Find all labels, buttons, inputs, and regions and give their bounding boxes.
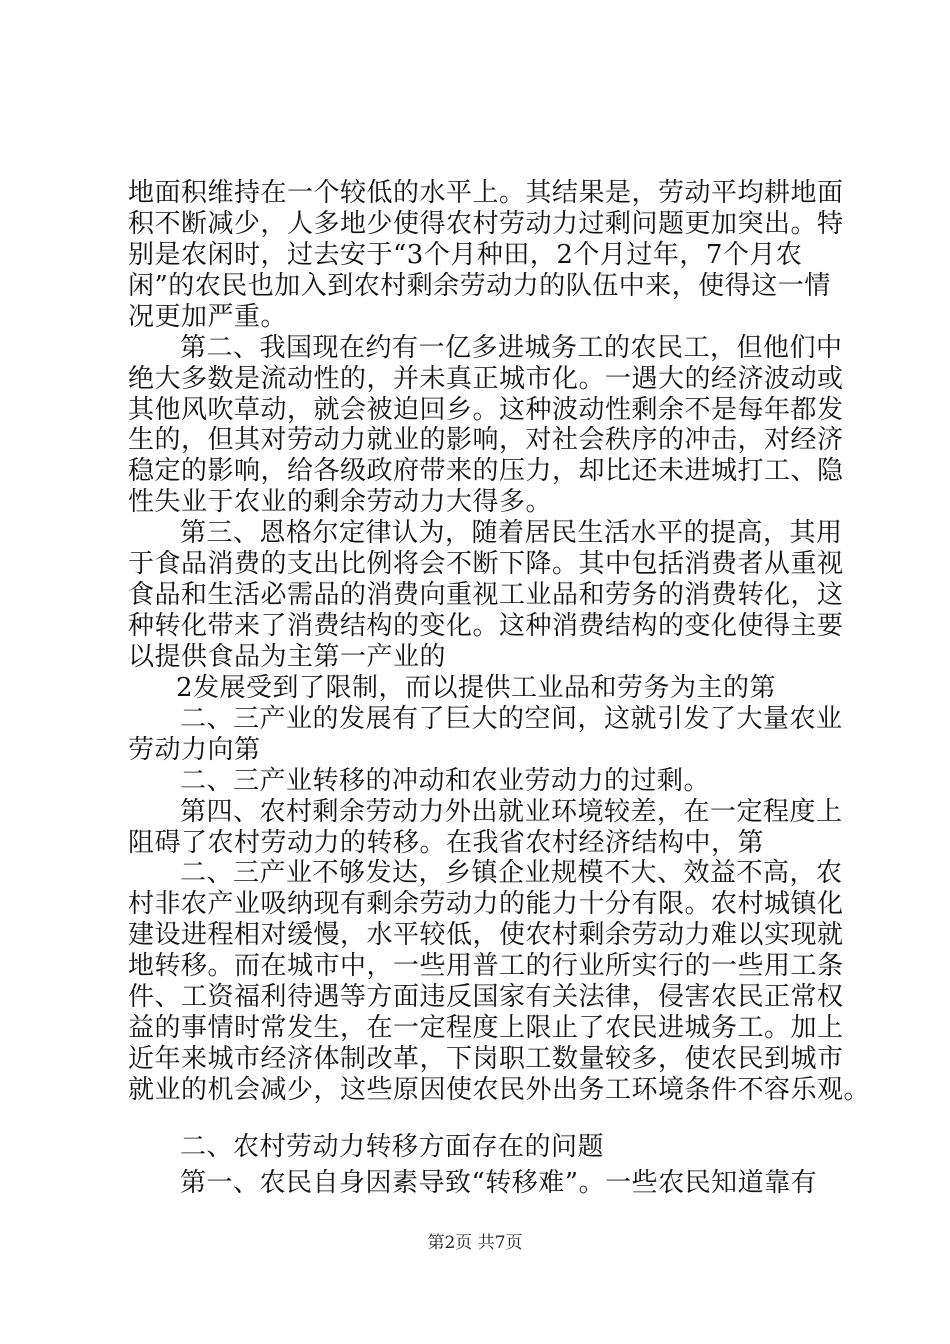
paragraph-line: 劳动力向第	[128, 735, 261, 765]
paragraph-line: 积不断减少，人多地少使得农村劳动力过剩问题更加突出。特	[128, 209, 844, 239]
paragraph-line: 件、工资福利待遇等方面违反国家有关法律，侵害农民正常权	[128, 982, 844, 1012]
paragraph-line: 性失业于农业的剩余劳动力大得多。	[128, 487, 553, 517]
paragraph-line: 地面积维持在一个较低的水平上。其结果是，劳动平均耕地面	[128, 178, 844, 208]
paragraph-line: 食品和生活必需品的消费向重视工业品和劳务的消费转化，这	[128, 580, 844, 610]
paragraph-line: 生的，但其对劳动力就业的影响，对社会秩序的冲击，对经济	[128, 425, 844, 455]
section-heading: 二、农村劳动力转移方面存在的问题	[180, 1132, 605, 1162]
paragraph-line: 二、三产业不够发达，乡镇企业规模不大、效益不高，农	[180, 858, 843, 888]
paragraph-line: 种转化带来了消费结构的变化。这种消费结构的变化使得主要	[128, 611, 844, 641]
paragraph-line: 二、三产业的发展有了巨大的空间，这就引发了大量农业	[180, 704, 843, 734]
paragraph-line: 以提供食品为主第一产业的	[128, 642, 447, 672]
paragraph-line: 第二、我国现在约有一亿多进城务工的农民工，但他们中	[180, 333, 843, 363]
paragraph-line: 第四、农村剩余劳动力外出就业环境较差，在一定程度上	[180, 797, 843, 827]
paragraph-line: 于食品消费的支出比例将会不断下降。其中包括消费者从重视	[128, 549, 844, 579]
paragraph-line: 闲”的农民也加入到农村剩余劳动力的队伍中来，使得这一情	[128, 271, 831, 301]
paragraph-line: 建设进程相对缓慢，水平较低，使农村剩余劳动力难以实现就	[128, 920, 844, 950]
paragraph-line: 其他风吹草动，就会被迫回乡。这种波动性剩余不是每年都发	[128, 395, 844, 425]
paragraph-line: 稳定的影响，给各级政府带来的压力，却比还未进城打工、隐	[128, 456, 844, 486]
paragraph-line: 阻碍了农村劳动力的转移。在我省农村经济结构中，第	[128, 828, 765, 858]
paragraph-line: 第一、农民自身因素导致“转移难”。一些农民知道靠有	[180, 1168, 818, 1198]
paragraph-line: 就业的机会减少，这些原因使农民外出务工环境条件不容乐观。	[128, 1075, 871, 1105]
paragraph-line: 益的事情时常发生，在一定程度上限止了农民进城务工。加上	[128, 1013, 844, 1043]
paragraph-line: 二、三产业转移的冲动和农业劳动力的过剩。	[180, 766, 711, 796]
page-footer: 第2页 共7页	[427, 1233, 523, 1253]
paragraph-line: 况更加严重。	[128, 302, 288, 332]
paragraph-line: 村非农产业吸纳现有剩余劳动力的能力十分有限。农村城镇化	[128, 889, 844, 919]
paragraph-line: 2发展受到了限制，而以提供工业品和劳务为主的第	[176, 673, 777, 703]
paragraph-line: 地转移。而在城市中，一些用普工的行业所实行的一些用工条	[128, 951, 844, 981]
paragraph-line: 绝大多数是流动性的，并未真正城市化。一遇大的经济波动或	[128, 364, 844, 394]
paragraph-line: 第三、恩格尔定律认为，随着居民生活水平的提高，其用	[180, 518, 843, 548]
paragraph-line: 近年来城市经济体制改革，下岗职工数量较多，使农民到城市	[128, 1044, 844, 1074]
paragraph-line: 别是农闲时，过去安于“3个月种田，2个月过年，7个月农	[128, 240, 803, 270]
